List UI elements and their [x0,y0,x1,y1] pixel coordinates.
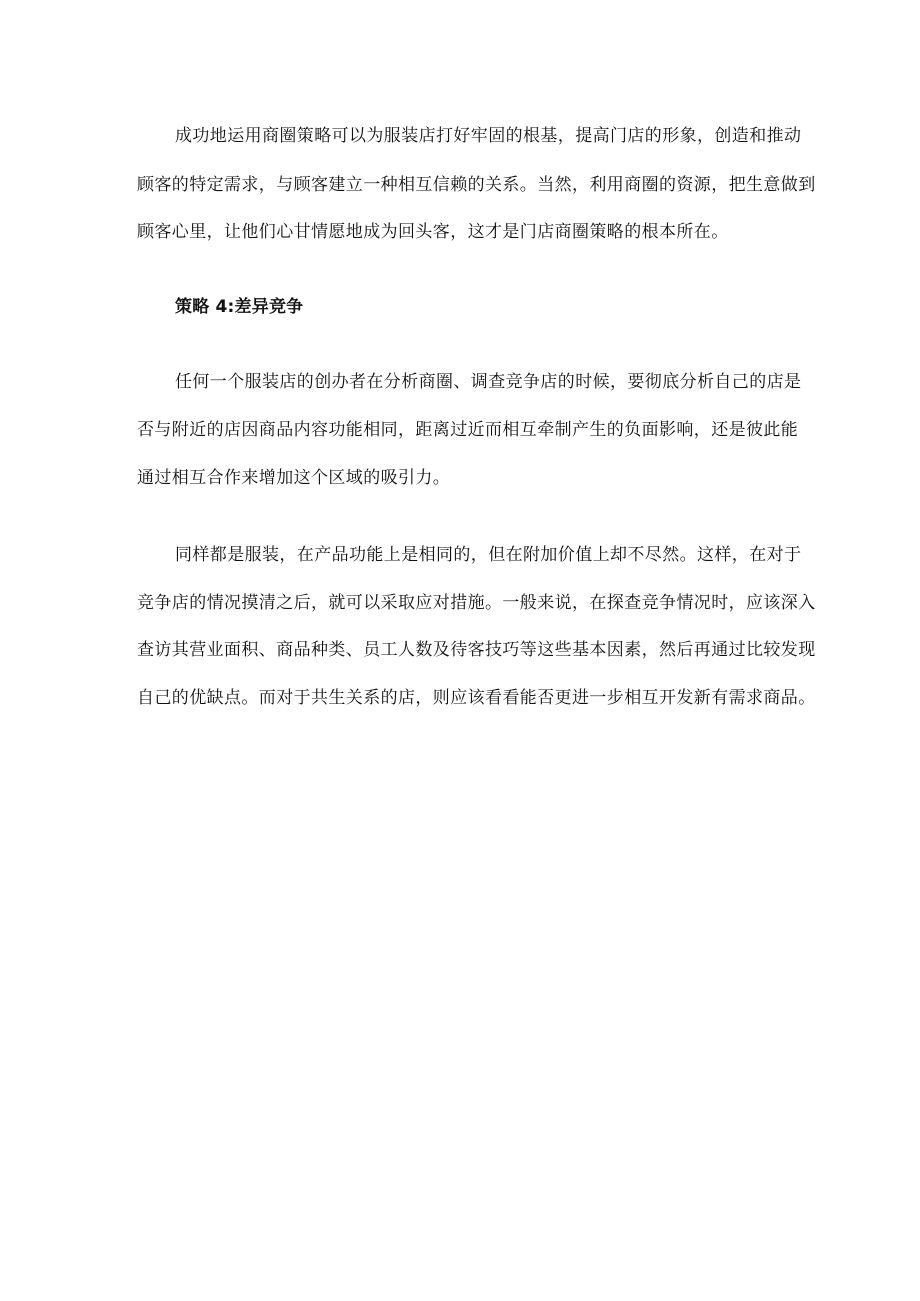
paragraph-1-line-3: 顾客心里，让他们心甘情愿地成为回头客，这才是门店商圈策略的根本所在。 [137,222,729,242]
section-heading: 策略 4:差异竞争 [175,297,304,317]
paragraph-2-line-1: 任何一个服装店的创办者在分析商圈、调查竞争店的时候，要彻底分析自己的店是 [175,372,802,392]
paragraph-2-line-3: 通过相互合作来增加这个区域的吸引力。 [137,468,451,488]
paragraph-3-line-3: 查访其营业面积、商品种类、员工人数及待客技巧等这些基本因素，然后再通过比较发现 [137,640,816,660]
paragraph-2-line-2: 否与附近的店因商品内容功能相同，距离过近而相互牵制产生的负面影响，还是彼此能 [137,420,799,440]
paragraph-3-line-2: 竞争店的情况摸清之后，就可以采取应对措施。一般来说，在探查竞争情况时，应该深入 [137,593,816,613]
paragraph-1-line-1: 成功地运用商圈策略可以为服装店打好牢固的根基，提高门店的形象，创造和推动 [175,126,802,146]
paragraph-3-line-1: 同样都是服装，在产品功能上是相同的，但在附加价值上却不尽然。这样，在对于 [175,545,802,565]
paragraph-1-line-2: 顾客的特定需求，与顾客建立一种相互信赖的关系。当然，利用商圈的资源，把生意做到 [137,175,816,195]
paragraph-3-line-4: 自己的优缺点。而对于共生关系的店，则应该看看能否更进一步相互开发新有需求商品。 [137,688,816,708]
